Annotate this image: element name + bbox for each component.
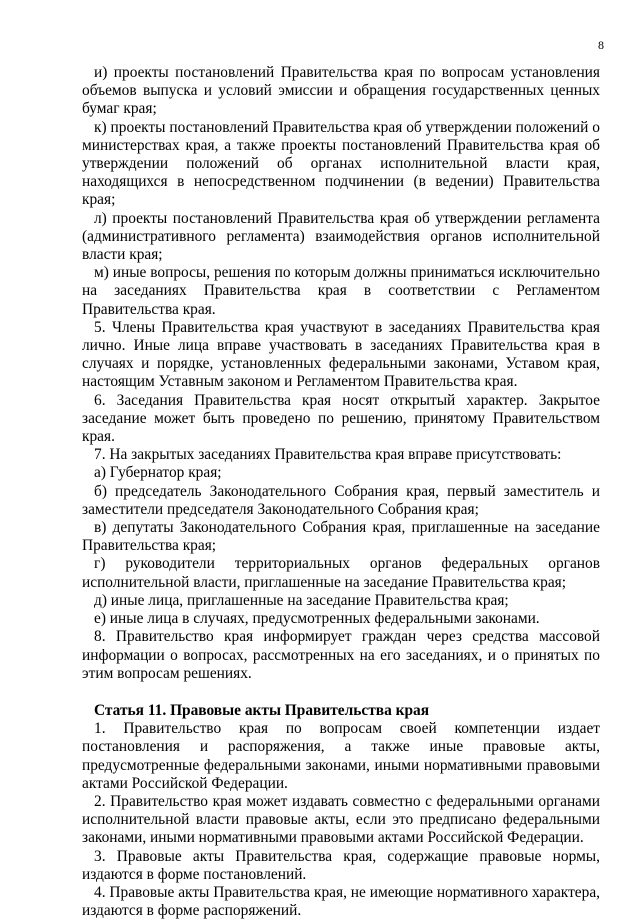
paragraph-8: 8. Правительство края информирует граждан через средства массовой информации о вопросах, рассмотренных на его заседаниях, и о принятых по этим вопросам решениях.: [82, 628, 600, 682]
article-paragraph-4: 4. Правовые акты Правительства края, не имеющие нормативного характера, издаются в форме распоряжений.: [82, 883, 600, 920]
paragraph-item-k: к) проекты постановлений Правительства края об утверждении положений о министерствах края, а также проекты постановлений Правительства края об утверждении положений об органах исполнительной власти края, находящихся в непосредственном подчинении (в ведении) Правительства края;: [82, 118, 600, 209]
article-paragraph-1: 1. Правительство края по вопросам своей компетенции издает постановления и распоряжения, а также иные правовые акты, предусмотренные федеральными законами, иными нормативными правовыми актами Российской Федерации.: [82, 720, 600, 792]
page-number: 8: [598, 38, 604, 52]
paragraph-item-i: и) проекты постановлений Правительства края по вопросам установления объемов выпуска и условий эмиссии и обращения государственных ценных бумаг края;: [82, 64, 600, 118]
paragraph-item-d: д) иные лица, приглашенные на заседание Правительства края;: [94, 591, 509, 609]
paragraph-6: 6. Заседания Правительства края носят открытый характер. Закрытое заседание может быть проведено по решению, принятому Правительством края.: [82, 391, 600, 446]
paragraph-item-g: г) руководители территориальных органов федеральных органов исполнительной власти, приглашенные на заседание Правительства края;: [82, 555, 600, 591]
paragraph-item-v: в) депутаты Законодательного Собрания края, приглашенные на заседание Правительства края;: [82, 519, 600, 555]
paragraph-item-a: а) Губернатор края;: [94, 464, 222, 482]
paragraph-item-e: е) иные лица в случаях, предусмотренных федеральными законами.: [94, 610, 540, 628]
paragraph-item-l: л) проекты постановлений Правительства края об утверждении регламента (административного регламента) взаимодействия органов исполнительной власти края;: [82, 209, 600, 264]
paragraph-item-b: б) председатель Законодательного Собрания края, первый заместитель и заместители председателя Законодательного Собрания края;: [82, 482, 600, 518]
document-body: [82, 64, 600, 920]
paragraph-5: 5. Члены Правительства края участвуют в заседаниях Правительства края лично. Иные лица вправе участвовать в заседаниях Правительства края в случаях и порядке, установленных федеральными законами, Уставом края, настоящим Уставным законом и Регламентом Правительства края.: [82, 318, 600, 391]
paragraph-7: 7. На закрытых заседаниях Правительства края вправе присутствовать:: [94, 446, 562, 464]
article-paragraph-2: 2. Правительство края может издавать совместно с федеральными органами исполнительной власти правовые акты, если это предписано федеральными законами, иными нормативными правовыми актами Российской Федерации.: [82, 792, 600, 847]
paragraph-item-m: м) иные вопросы, решения по которым должны приниматься исключительно на заседаниях Правительства края в соответствии с Регламентом Правительства края.: [82, 264, 600, 318]
article-heading: Статья 11. Правовые акты Правительства края: [94, 701, 430, 719]
article-paragraph-3: 3. Правовые акты Правительства края, содержащие правовые нормы, издаются в форме постановлений.: [82, 847, 600, 883]
